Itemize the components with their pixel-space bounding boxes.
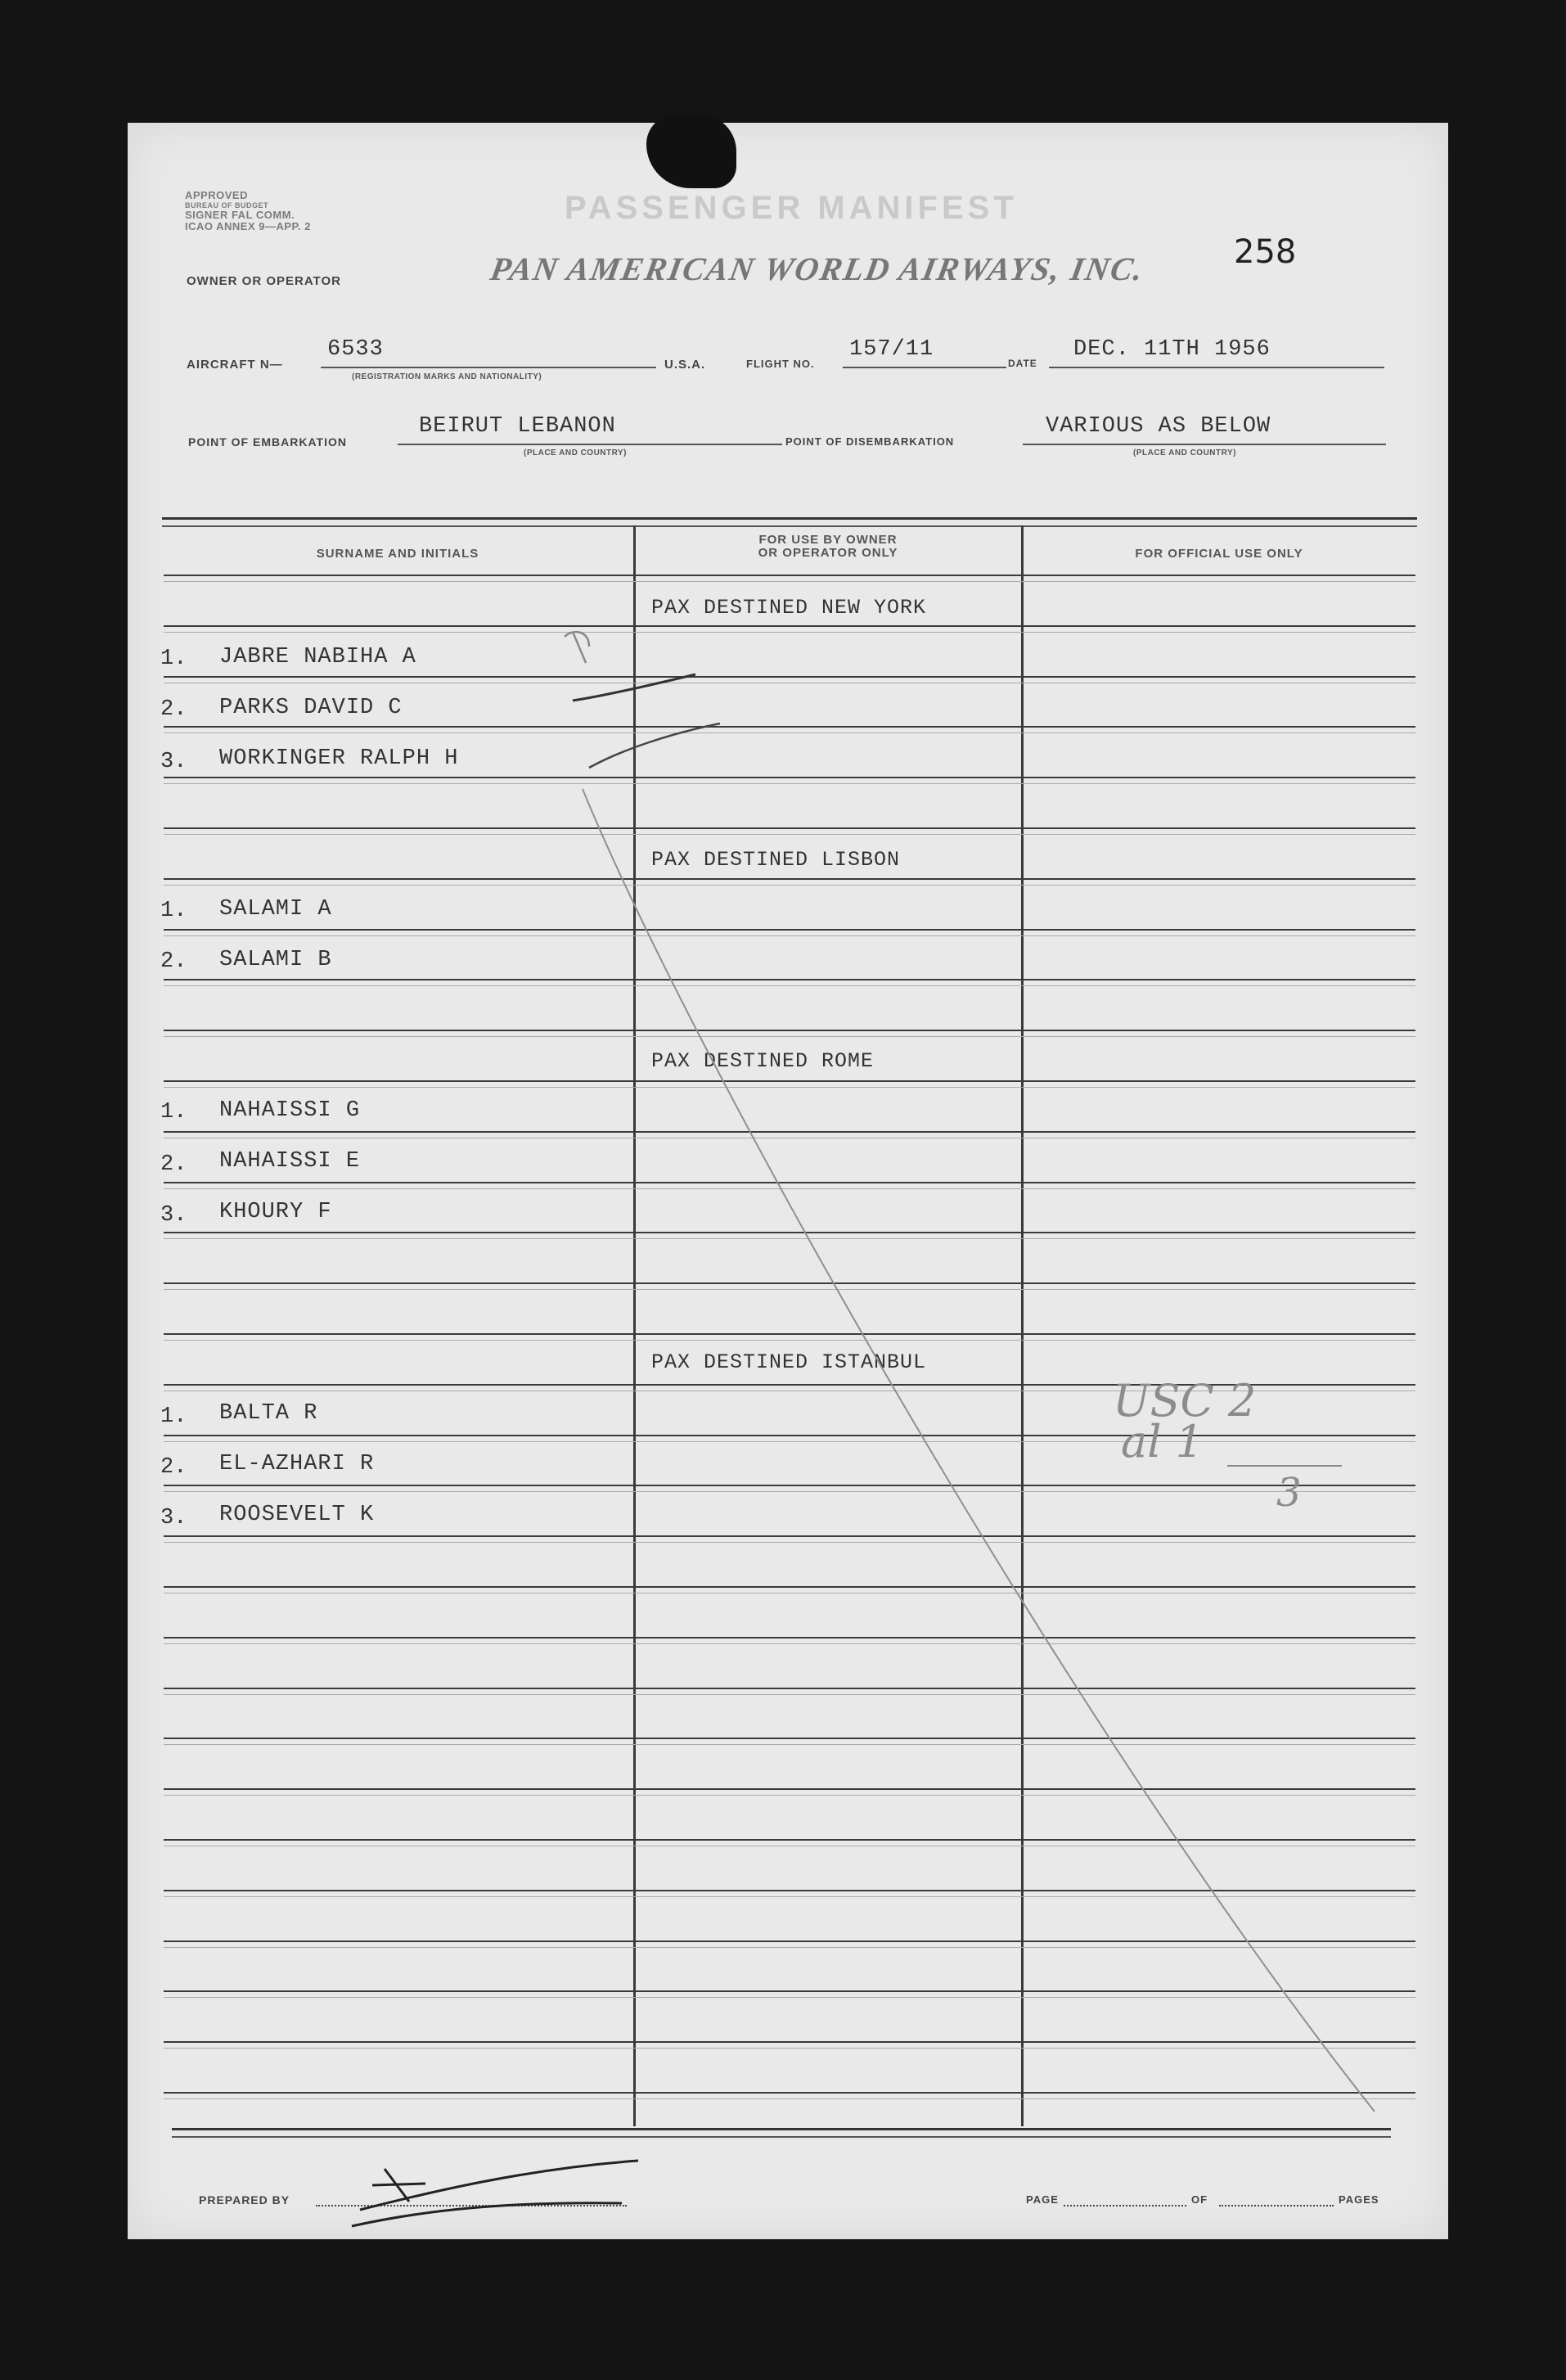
passenger-name: BALTA R xyxy=(219,1401,318,1426)
official-note-line-3: 3 xyxy=(1276,1470,1302,1516)
disembark-caption: (PLACE AND COUNTRY) xyxy=(1133,449,1236,458)
approval-line-2: BUREAU OF BUDGET xyxy=(185,201,268,210)
approval-line-3: SIGNER FAL COMM. xyxy=(185,209,295,221)
disembark-label: POINT OF DISEMBARKATION xyxy=(785,435,955,448)
owner-use-line-1: FOR USE BY OWNER xyxy=(758,533,898,547)
pages-label: PAGES xyxy=(1339,2193,1379,2206)
passenger-name: SALAMI B xyxy=(219,948,332,972)
date-label: DATE xyxy=(1008,358,1037,369)
embark-label: POINT OF EMBARKATION xyxy=(188,435,347,449)
group-heading-lisbon: PAX DESTINED LISBON xyxy=(651,848,901,872)
passenger-number: 3. xyxy=(160,1203,187,1228)
owner-label: OWNER OR OPERATOR xyxy=(187,274,341,288)
passenger-name: EL-AZHARI R xyxy=(219,1452,375,1476)
passenger-name: NAHAISSI G xyxy=(219,1098,361,1123)
date-value: DEC. 11TH 1956 xyxy=(1073,337,1271,362)
approval-line-4: ICAO ANNEX 9—APP. 2 xyxy=(185,220,311,232)
passenger-number: 1. xyxy=(160,1404,187,1429)
owner-use-line-2: OR OPERATOR ONLY xyxy=(758,546,898,560)
group-heading-rome: PAX DESTINED ROME xyxy=(651,1049,875,1073)
of-label: OF xyxy=(1191,2193,1208,2206)
flight-value: 157/11 xyxy=(849,337,934,362)
prepared-by-label: PREPARED BY xyxy=(199,2193,290,2206)
flight-label: FLIGHT NO. xyxy=(746,358,815,370)
passenger-number: 1. xyxy=(160,899,187,923)
page-number: 258 xyxy=(1234,233,1297,271)
passenger-name: PARKS DAVID C xyxy=(219,696,403,720)
embark-value: BEIRUT LEBANON xyxy=(419,414,616,439)
official-note-line-2: al 1 xyxy=(1121,1416,1204,1467)
usa-label: U.S.A. xyxy=(664,358,706,372)
passenger-number: 1. xyxy=(160,647,187,671)
passenger-number: 2. xyxy=(160,949,187,974)
passenger-name: JABRE NABIHA A xyxy=(219,645,416,669)
group-heading-new-york: PAX DESTINED NEW YORK xyxy=(651,596,927,620)
passenger-name: KHOURY F xyxy=(219,1200,332,1224)
passenger-number: 3. xyxy=(160,750,187,774)
official-note-line-1: USC 2 xyxy=(1113,1375,1257,1427)
passenger-number: 1. xyxy=(160,1100,187,1125)
passenger-name: SALAMI A xyxy=(219,897,332,922)
passenger-name: WORKINGER RALPH H xyxy=(219,746,459,771)
passenger-number: 2. xyxy=(160,697,187,722)
passenger-number: 2. xyxy=(160,1455,187,1480)
embark-caption: (PLACE AND COUNTRY) xyxy=(524,449,627,458)
passenger-number: 3. xyxy=(160,1506,187,1530)
column-header-surname: SURNAME AND INITIALS xyxy=(316,547,479,561)
aircraft-label: AIRCRAFT N— xyxy=(187,358,283,372)
passenger-number: 2. xyxy=(160,1152,187,1177)
aircraft-caption: (REGISTRATION MARKS AND NATIONALITY) xyxy=(352,372,542,381)
owner-value: PAN AMERICAN WORLD AIRWAYS, INC. xyxy=(488,250,1148,287)
disembark-value: VARIOUS AS BELOW xyxy=(1046,414,1271,439)
column-header-official: FOR OFFICIAL USE ONLY xyxy=(1135,547,1303,561)
page-title: PASSENGER MANIFEST xyxy=(565,190,1018,226)
group-heading-istanbul: PAX DESTINED ISTANBUL xyxy=(651,1350,927,1374)
passenger-name: NAHAISSI E xyxy=(219,1149,361,1174)
aircraft-value: 6533 xyxy=(327,337,384,362)
passenger-name: ROOSEVELT K xyxy=(219,1503,375,1527)
page-label: PAGE xyxy=(1026,2193,1059,2206)
approval-line-1: APPROVED xyxy=(185,189,248,201)
